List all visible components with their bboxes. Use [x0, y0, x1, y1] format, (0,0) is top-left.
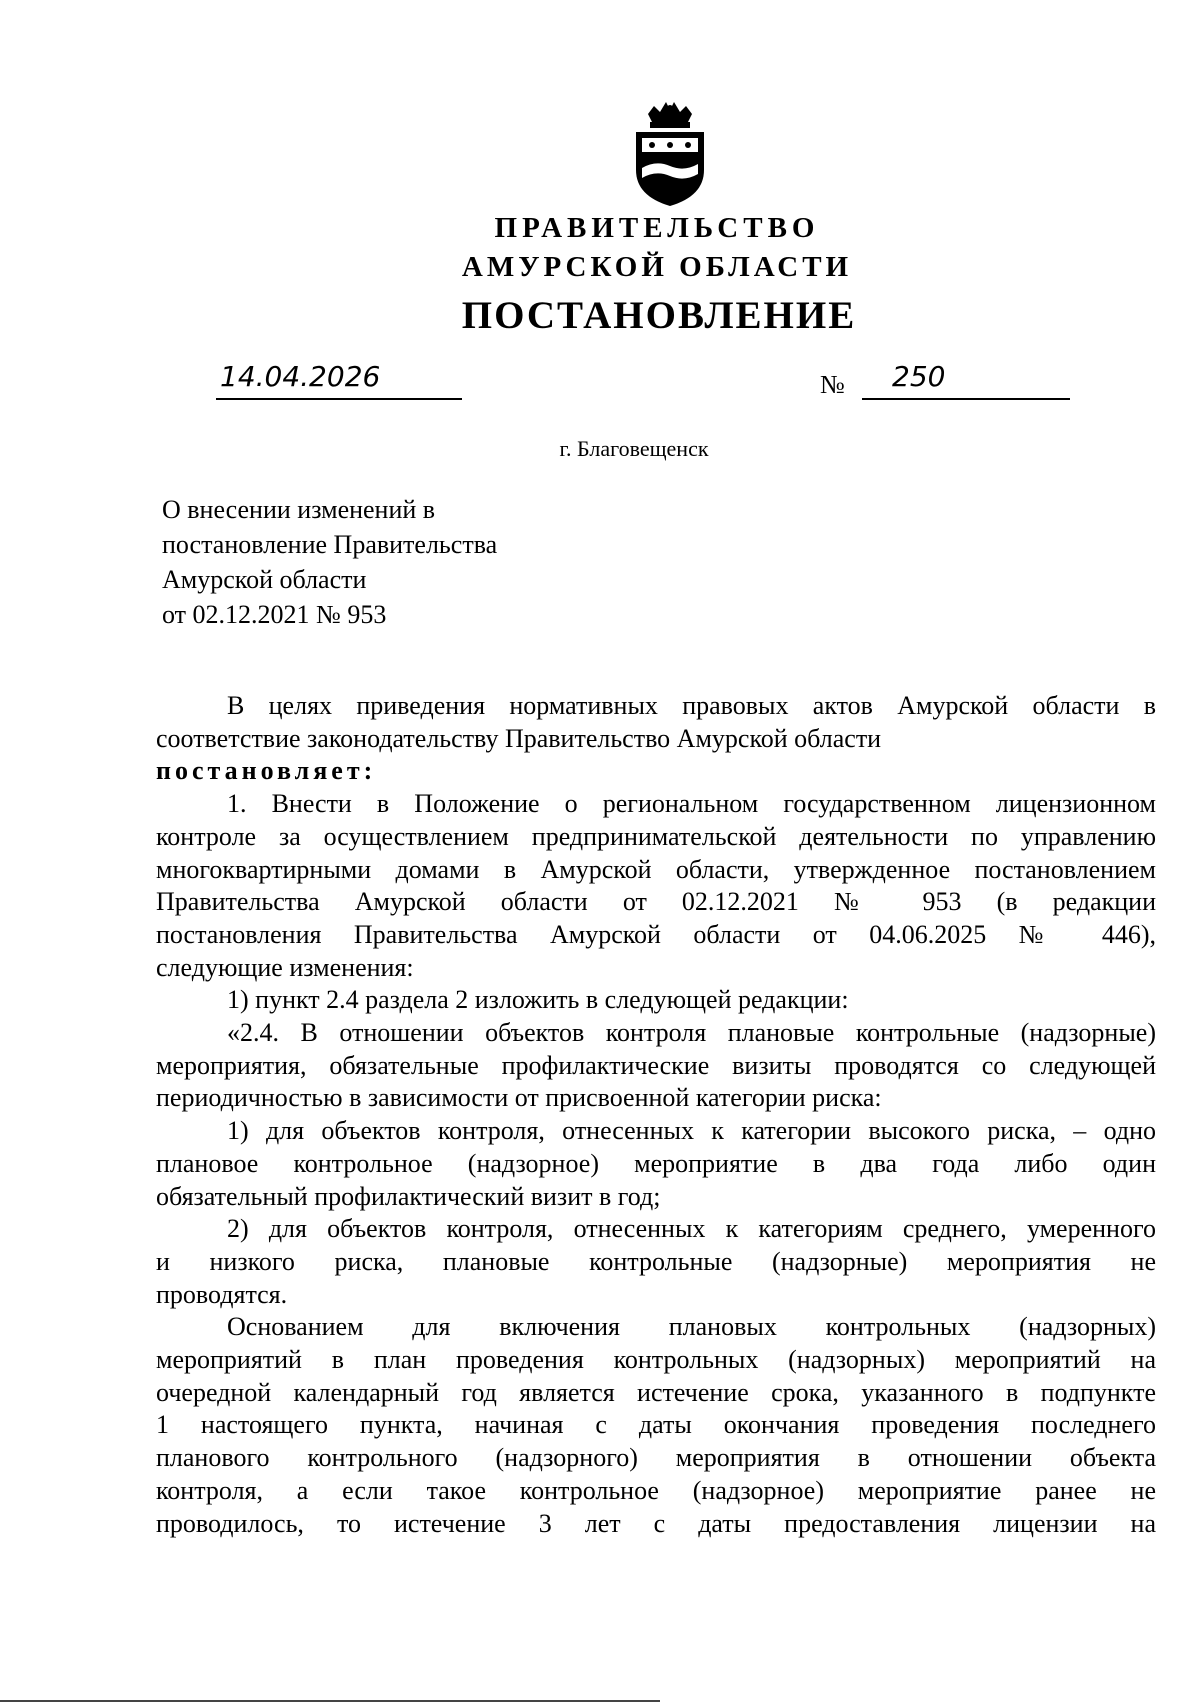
subject-line: Амурской области [162, 565, 367, 594]
body-line: проводятся. [156, 1279, 288, 1309]
document-date: 14.04.2026 [220, 360, 381, 393]
body-line: В целях приведения нормативных правовых актов Амурской области в [227, 691, 1156, 720]
body-line: плановое контрольное (надзорное) мероприятие в два года либо один [156, 1148, 1156, 1178]
body-line: соответствие законодательству Правительство Амурской области [156, 723, 882, 753]
body-line: обязательный профилактический визит в год; [156, 1181, 661, 1211]
body-line: следующие изменения: [156, 952, 414, 982]
document-type-title: ПОСТАНОВЛЕНИЕ [461, 294, 857, 337]
body-line: постановления Правительства Амурской области от 04.06.2025 № 446), [156, 919, 1156, 949]
number-label: № [820, 370, 845, 399]
document-number: 250 [892, 360, 946, 393]
body-line: 1 настоящего пункта, начиная с даты окончания проведения последнего [156, 1410, 1156, 1440]
body-line: 1. Внести в Положение о региональном государственном лицензионном [227, 789, 1156, 819]
body-line: мероприятий в план проведения контрольных (надзорных) мероприятий на [156, 1345, 1156, 1375]
body-line: Правительства Амурской области от 02.12.2021 № 953 (в редакции [156, 887, 1156, 917]
header-region: АМУРСКОЙ ОБЛАСТИ [461, 251, 853, 283]
body-line: очередной календарный год является истечение срока, указанного в подпункте [156, 1377, 1156, 1407]
body-line: 1) пункт 2.4 раздела 2 изложить в следующей редакции: [227, 985, 849, 1015]
body-line: и низкого риска, плановые контрольные (надзорные) мероприятия не [156, 1246, 1156, 1276]
scan-bottom-edge [0, 1700, 660, 1702]
coat-of-arms-emblem [628, 100, 712, 208]
body-line: контроля, а если такое контрольное (надзорное) мероприятие ранее не [156, 1475, 1156, 1505]
body-line: мероприятия, обязательные профилактические визиты проводятся со следующей [156, 1050, 1156, 1080]
body-line: контроле за осуществлением предпринимательской деятельности по управлению [156, 821, 1156, 851]
header-government: ПРАВИТЕЛЬСТВО [494, 212, 820, 244]
subject-line: постановление Правительства [162, 530, 498, 559]
resolves-keyword: постановляет: [156, 756, 377, 786]
body-line: 2) для объектов контроля, отнесенных к категориям среднего, умеренного [227, 1214, 1156, 1244]
document-subject [162, 492, 497, 632]
body-line: 1) для объектов контроля, отнесенных к категории высокого риска, – одно [227, 1116, 1156, 1146]
body-line: «2.4. В отношении объектов контроля плановые контрольные (надзорные) [227, 1018, 1156, 1048]
document-date-field [216, 360, 462, 400]
body-line: проводилось, то истечение 3 лет с даты предоставления лицензии на [156, 1508, 1156, 1538]
subject-line: О внесении изменений в [162, 495, 436, 524]
document-body [156, 690, 1156, 1540]
body-line: Основанием для включения плановых контрольных (надзорных) [227, 1312, 1156, 1342]
body-line: планового контрольного (надзорного) мероприятия в отношении объекта [156, 1443, 1156, 1473]
body-line: многоквартирными домами в Амурской области, утвержденное постановлением [156, 854, 1156, 884]
city-line: г. Благовещенск [559, 436, 709, 461]
document-number-field [862, 360, 1070, 400]
subject-line: от 02.12.2021 № 953 [162, 600, 387, 629]
body-line: периодичностью в зависимости от присвоенной категории риска: [156, 1083, 882, 1113]
